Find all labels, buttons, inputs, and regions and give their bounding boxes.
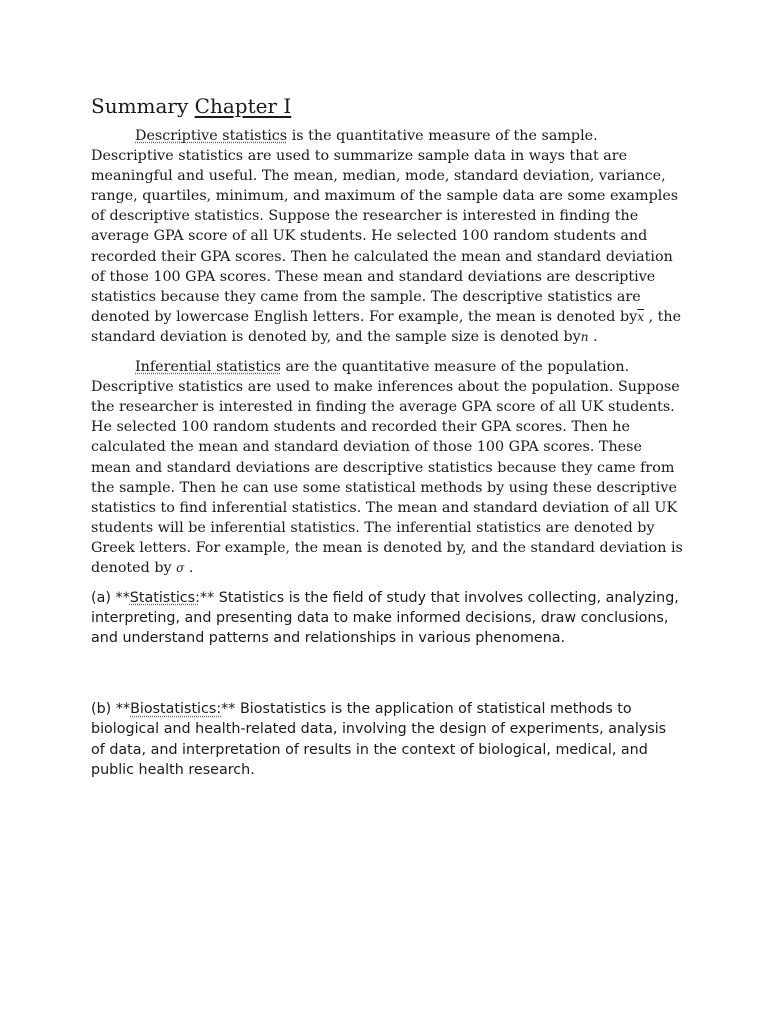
sample-mean-symbol: $\overline{x}$ — [637, 309, 645, 324]
inferential-statistics-paragraph — [91, 357, 683, 578]
descriptive-text-1: is the quantitative measure of the sample. Descriptive statistics are used to summarize sample data in ways that are meaningful and useful. The mean, median, mode, standard deviation, variance, range, quartiles, minimum, and maximum of the sample data are some examples of descriptive statistics. Suppose the researcher is interested in finding the average GPA score of all UK students. He selected 100 random students and recorded their GPA scores. Then he calculated the mean and standard deviation of those 100 GPA scores. These mean and standard deviations are descriptive statistics because they came from the sample. The descriptive statistics are denoted by lowercase English letters. For example, the mean is denoted by — [91, 128, 679, 325]
chapter-link[interactable]: Chapter I — [194, 94, 292, 118]
descriptive-statistics-term: Descriptive statistics — [135, 128, 288, 144]
statistics-definition — [91, 588, 683, 648]
biostatistics-term: Biostatistics: — [130, 701, 222, 718]
inferential-text-1: are the quantitative measure of the population. Descriptive statistics are used to make inferences about the population. Suppose the researcher is interested in finding the average GPA score of all UK students. He selected 100 random students and recorded their GPA scores. Then he calculated the mean and standard deviation of those 100 GPA scores. These mean and standard deviations are descriptive statistics because they came from the sample. Then he can use some statistical methods by using these descriptive statistics to find inferential statistics. The mean and standard deviation of all UK students will be inferential statistics. The inferential statistics are denoted by Greek letters. For example, the mean is denoted by, and the standard deviation is denoted by — [91, 359, 683, 576]
statistics-term: Statistics: — [129, 590, 200, 607]
title-prefix: Summary — [91, 94, 189, 118]
descriptive-text-3: . — [588, 328, 598, 345]
sample-size-symbol: n — [580, 329, 589, 344]
definition-text: ** Statistics is the field of study that involves collecting, analyzing, interpreting, and presenting data to make informed decisions, draw conclusions, and understand patterns and relationships in various phenomena. — [91, 590, 679, 647]
page-title — [91, 92, 683, 120]
definition-prefix: (b) ** — [91, 701, 131, 718]
paragraph-spacer — [91, 689, 683, 699]
paragraph-spacer — [91, 648, 683, 689]
biostatistics-definition — [91, 699, 683, 779]
inferential-statistics-term: Inferential statistics — [135, 359, 281, 376]
inferential-text-2: . — [184, 559, 194, 576]
sigma-symbol: σ — [176, 560, 185, 575]
document-page — [91, 92, 683, 780]
descriptive-text-2: , the standard deviation is denoted by, and the sample size is denoted by — [91, 308, 682, 345]
definition-prefix: (a) ** — [91, 590, 130, 607]
definition-text: ** Biostatistics is the application of statistical methods to biological and health-related data, involving the design of experiments, analysis of data, and interpretation of results in the context of biological, medical, and public health research. — [91, 701, 667, 778]
descriptive-statistics-paragraph — [91, 126, 683, 347]
